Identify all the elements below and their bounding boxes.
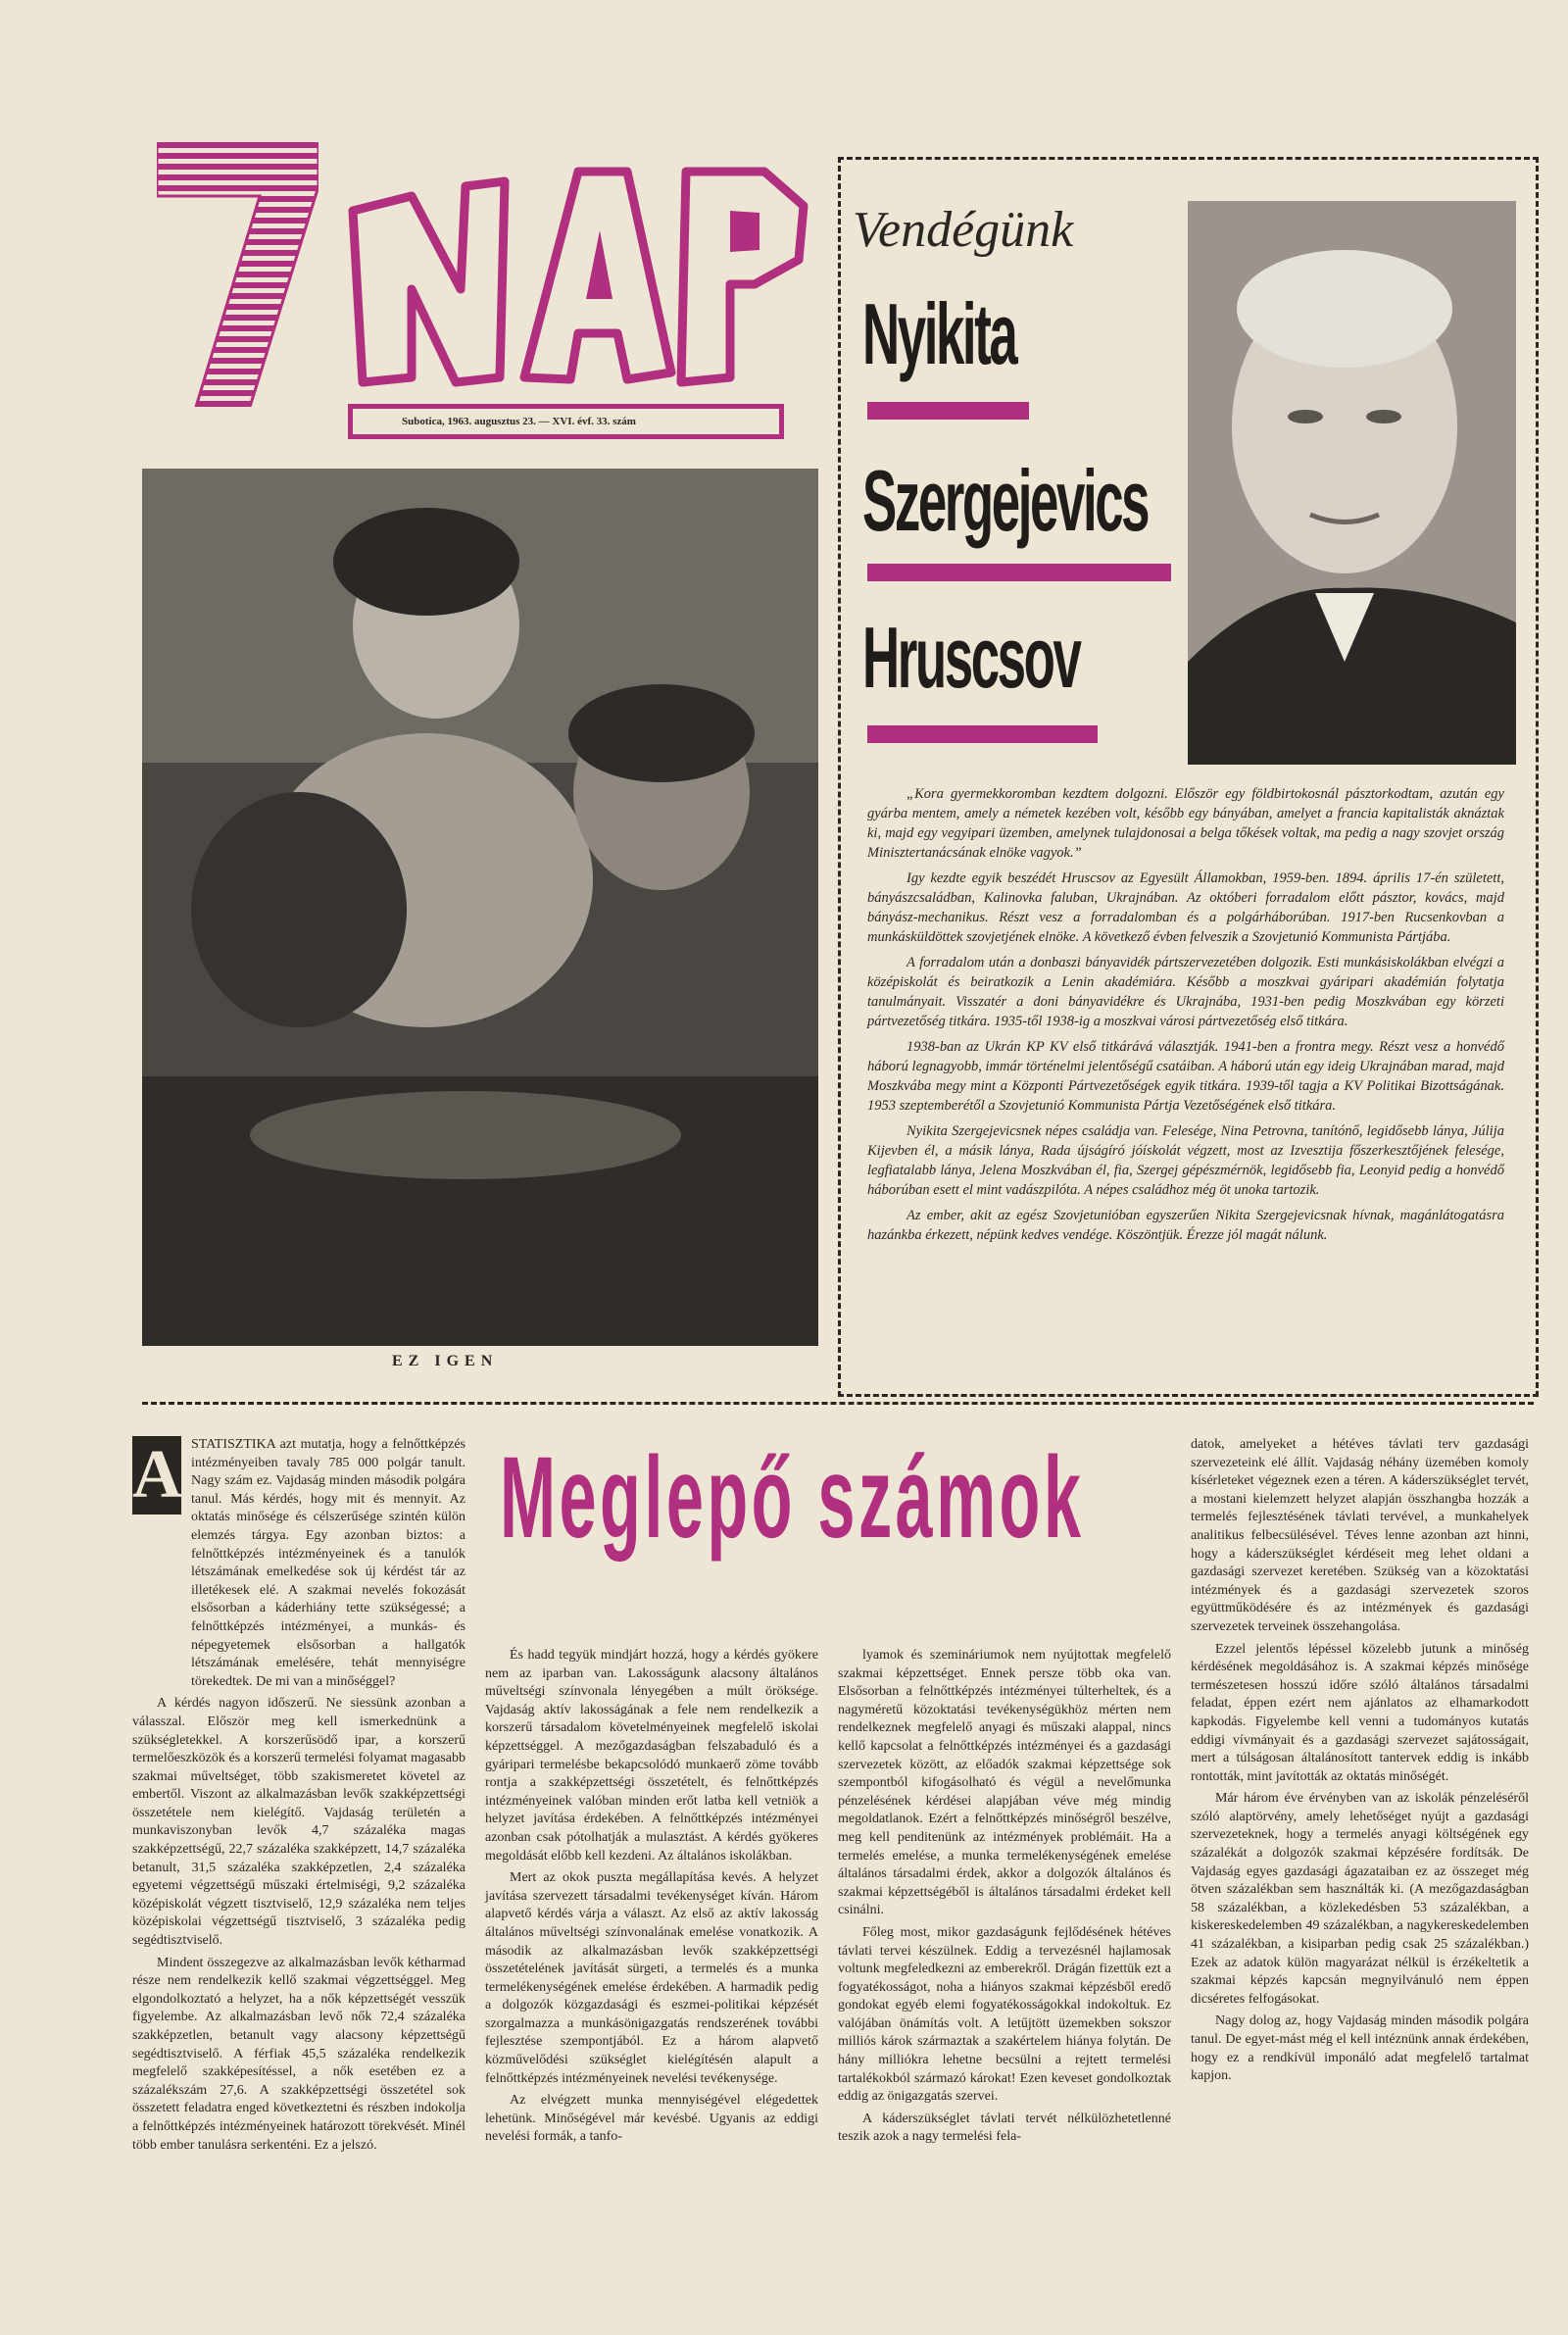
article-headline: Meglepő számok [500, 1433, 1085, 1563]
bio-paragraph: Az ember, akit az egész Szovjetunióban egyszerűen Nikita Szergejevicsnak hívnak, magánlátogatásra hazánkba érkezett, népünk kedves vendége. Köszöntjük. Érezze jól magát nálunk. [867, 1208, 1504, 1243]
guest-name-line-1: Nyikita [862, 285, 1016, 382]
name-underline-bar [867, 402, 1029, 420]
bio-paragraph: Igy kezdte egyik beszédét Hruscsov az Egyesült Államokban, 1959-ben. 1894. április 17-én született, bányászcsaládban, Kalinovka faluban, Ukrajnában. Az októberi forradalom előtt pásztor, kovács, majd bányász-mechanikus. Részt vesz a forradalomban és a polgárháborúban. 1917-ben Rucsenkovban a munkásküldöttek szovjetjének elnöke. A következő évben felveszik a Szovjetunió Kommunista Pártjába. [867, 870, 1504, 945]
article-column-1 [132, 1436, 466, 2159]
article-paragraph: Mert az okok puszta megállapítása kevés. A helyzet javítása szervezett társadalmi tevékenységet kíván. Három alapvető kérdés várja a választ. Az első az aktív lakosság általános műveltségi színvonalának emelése vonatkozik. A második az alkalmazásban levők szakképzettségi összetételének javítását sürgeti, a termelés és a munka termelékenységének emelése érdekében. A harmadik pedig a dolgozók közgazdasági és eszmei-politikai képzését szorgalmazza a munkásönigazgatás rendszerének további fejlesztése szempontjából. Ez a három alapvető közművelődési szükséglet kielégítésén alapult a felnőttképzés intézményeinek nevelési tevékenysége. [485, 1870, 818, 2086]
photo-caption: EZ IGEN [392, 1353, 499, 1369]
dateline: Subotica, 1963. augusztus 23. — XVI. évf. 33. szám [348, 404, 784, 439]
article-paragraph: STATISZTIKA azt mutatja, hogy a felnőttképzés intézményeiben tavaly 785 000 polgár tanult. Nagy szám ez. Vajdaság minden második polgára tanul. Más kérdés, hogy mit és mennyit. Az oktatás minősége és célszerűsége szintén külön elemzés tárgya. Egy azonban biztos: a felnőttképzés intézményeinek és a tanulók létszámának emelkedése sok új kérdést tár az illetékesek elé. A szakmai nevelés fokozását elsősorban a káderhiány tette szükségessé; a felnőttképzés intézményei, a munkás- és népegyetemek elsősorban a hallgatók létszámának emelésére, tehát mennyiségre törekedtek. De mi van a minőséggel? [191, 1437, 466, 1689]
article-column-3 [838, 1647, 1171, 2151]
guest-name-line-2: Szergejevics [862, 452, 1149, 549]
guest-biography [867, 784, 1504, 1251]
masthead-title-logo [343, 152, 813, 397]
article-column-2 [485, 1647, 818, 2151]
bio-paragraph: „Kora gyermekkoromban kezdtem dolgozni. Először egy földbirtokosnál pásztorkodtam, azután egy gyárba mentem, amely a németek kezében volt, később egy bányában, amelyet a francia kapitalisták aknáztak ki, majd egy vegyipari üzemben, amelynek tulajdonosai a belga tőkések voltak, ma pedig a nagy szovjet ország Minisztertanácsának elnöke vagyok.” [867, 786, 1504, 861]
article-paragraph: Az elvégzett munka mennyiségével elégedettek lehetünk. Minőségével már kevésbé. Ugyanis az eddigi nevelési formák, a tanfo- [485, 2093, 818, 2145]
article-paragraph: Már három éve érvényben van az iskolák pénzeléséről szóló alaptörvény, amely lehetőséget nyújt a gazdasági szervezeteknek, hogy a termelés anyagi költségének egy százalékát a dolgozók szakmai képzésére fordítsák. De Vajdaság egyes gazdasági ágazataiban ez az összeget még ötven százalékban sem használták ki. (A mezőgazdaságban 58 százalékban, a közlekedésben 53 százalékban, a kiskereskedelemben 49 százalékban, a nagykereskedelemben 41 százalékban, a kisiparban pedig csak 25 százalékban.) Ezek az adatok külön magyarázat nélkül is érzékeltetik a szakmai képzés kapcsán megnyilvánuló nem éppen dicséretes felfogásokat. [1191, 1791, 1529, 2007]
article-paragraph: lyamok és szemináriumok nem nyújtottak megfelelő szakmai képzettséget. Ennek persze több oka van. Elsősorban a felnőttképzés intézményei túlterheltek, és a nagyméretű közoktatási tevékenységükhöz mérten nem rendelkeznek megfelelő anyagi és műszaki alappal, nincs kellő kapcsolat a felnőttképzés intézményei és a gazdasági szervezetek között, az előadók szakmai képzettsége sok szempontból kifogásolható és végül a nevelőmunka pénzelésének kérdései alapjában véve még mindig megoldatlanok. Ezért a felnőttképzés minőségről beszélve, meg kell penditenünk az intézmények problémáit. Ha a termelés emelése, a munka termelékenységének emelése általános társadalmi érdek, akkor a dolgozók általános és szakmai képzettségéből is általános társadalmi érdeket kell csinálni. [838, 1648, 1171, 1918]
guest-kicker: Vendégünk [853, 202, 1074, 258]
section-divider [142, 1402, 1534, 1405]
bio-paragraph: 1938-ban az Ukrán KP KV első titkárává választják. 1941-ben a frontra megy. Részt vesz a honvédő háború legnagyobb, immár történelmi jelentőségű csatáiban. A háború után egy ideig Ukrajnában marad, majd Moszkvába megy mint a Központi Pártvezetőségek egyik titkára. 1939-től tagja a KV Politikai Bizottságának. 1953 szeptemberétől a Szovjetunió Kommunista Pártja Vezetőségének első titkára. [867, 1039, 1504, 1114]
bio-paragraph: Nyikita Szergejevicsnek népes családja van. Felesége, Nina Petrovna, tanítónő, legidősebb lánya, Júlija Kijevben él, a másik lánya, Rada újságíró jóískolát végzett, most az Izvesztija főszerkesztőjének felesége, legfiatalabb lánya, Jelena Moszkvában él, fia, Szergej gépészmérnök, legidősebb fia, Leonyid pedig a honvédő háborúban esett el mint vadászpilóta. A népes családhoz még öt unoka tartozik. [867, 1123, 1504, 1198]
guest-name-line-3: Hruscsov [862, 609, 1080, 706]
masthead-seven-logo [157, 142, 318, 407]
article-paragraph: Nagy dolog az, hogy Vajdaság minden második polgára tanul. De egyet-mást még el kell intéznünk annak érdekében, hogy ez a rendkívül imponáló adat megfelelő tartalmat kapjon. [1191, 2013, 1529, 2084]
article-paragraph: És hadd tegyük mindjárt hozzá, hogy a kérdés gyökere nem az iparban van. Lakosságunk alacsony általános műveltségi színvonala lényegében a múlt öröksége. Vajdaság aktív lakosságának a fele nem rendelkezik a korszerű társadalom követelményeinek megfelelő iskolai képzettséggel. A mezőgazdaságban felszabaduló és a gyáripari termelésbe bekapcsolódó munkaerő zöme tovább rontja a szakképzettségi összetételt, és felnőttképzés intézményeinek valóban minden erőt latba kell vetniök a helyzet javítása érdekében. A felnőttképzés intézményei azonban csak pótolhatják a mulasztást. A kérdés gyökeres megoldását előbb kell kezdeni. Az általános iskolákban. [485, 1648, 818, 1863]
article-column-4 [1191, 1436, 1529, 2090]
guest-portrait [1188, 201, 1516, 765]
article-paragraph: Mindent összegezve az alkalmazásban levők kétharmad része nem rendelkezik kellő szakmai végzettséggel. Meg elgondolkoztató a helyzet, ha a nők képzettségét vesszük figyelembe. Az alkalmazásban levő nők 72,4 százaléka szakképzetlen, betanult vagy alacsony képzettségű segédtisztviselő. A férfiak 45,5 százaléka rendelkezik megfelelő szakképesítéssel, a nők esetében ez a százalékszám 27,6. A szakképzettségi összetétel sok összetett feladatra enged következtetni és részben indokolja a felnőttképzés intézményeinek határozott törekvését. Minél több ember tanulásra serkenténi. Ez a jelszó. [132, 1955, 466, 2153]
article-paragraph: A kérdés nagyon időszerű. Ne siessünk azonban a válasszal. Először meg kell ismerkednünk a szükségletekkel. A korszerűsödő ipar, a korszerű termelőeszközök és a korszerű termelési folyamat magasabb szakmai műveltséget, több szakismeretet követel az embertől. Viszont az alkalmazásban levők szakképzettségi összetétele nem kielégítő. Vajdaság területén a munkaviszonyban levők 4,7 százaléka magas szakképzettségű, 22,7 százaléka szakképzett, 14,7 százaléka betanult, 31,5 százaléka szakképzetlen, 2,4 százaléka egyetemi végzettségű műszaki értelmiségi, 9,2 százaléka középiskolát végzett tisztviselő, 12,9 százaléka nem teljes középiskolai végzettségű tisztviselő, 3 százaléka pedig segédtisztviselő. [132, 1696, 466, 1949]
article-paragraph: datok, amelyeket a hétéves távlati terv gazdasági szervezeteink elé állít. Vajdaság néhány üzemében komoly kísérleteket végeznek ezen a téren. A káderszükséglet tervét, a mostani kielemzett helyzet alapján összhangba hozzák a termelés fejlesztésének távlati tervével, a munkahelyek analitikus felbecsülésével. Téves lenne azonban azt hinni, hogy a káderszükséglet kérdéseit meg lehet oldani a gazdasági szervezet keretében. Szükség van a közoktatási intézmények és a gazdasági szervezetek szoros együttműködésére és az intézmények és gazdasági szervezetek terveinek összehangolása. [1191, 1437, 1529, 1634]
name-underline-bar [867, 725, 1098, 743]
drop-cap: A [132, 1437, 182, 1513]
article-paragraph: Ezzel jelentős lépéssel közelebb jutunk a minőség kérdésének megoldásához is. A szakmai képzés minősége természetesen hosszú időre szóló általános társadalmi feladat, éppen ezért nem ajánlatos az elhamarkodott kapkodás. Figyelembe kell venni a tudományos kutatás eddigi vívmányait és a gazdasági szervezet sajátosságait, mert a túlságosan általánosított tantervek eddig is inkább rontották, mint javították az oktatás minőségét. [1191, 1641, 1529, 1784]
front-photo [142, 469, 818, 1346]
article-paragraph: Főleg most, mikor gazdaságunk fejlődésének hétéves távlati tervei készülnek. Eddig a tervezésnél hajlamosak voltunk megfeledkezni az emberekről. Drágán fizettük ezt a fogyatékosságot, noha a hiányos szakmai képzésből eredő gondokat egyéb elemi fogyatékosságokkal indokoltuk. Ez valójában önámítás volt. A letűjtött üzemekben sokszor milliós károk származtak a szakértelem hiánya folytán. De hány milliókra lehetne becsülni a rejtett termelési tartalékokból származó károkat! Ezen keveset gondolkoztak eddig az önigazgatás szervei. [838, 1924, 1171, 2105]
article-paragraph: A káderszükséglet távlati tervét nélkülözhetetlenné teszik azok a nagy termelési fela- [838, 2111, 1171, 2145]
name-underline-bar [867, 564, 1171, 581]
bio-paragraph: A forradalom után a donbaszi bányavidék pártszervezetében dolgozik. Esti munkásiskolákban elvégzi a középiskolát és beiratkozik a Lenin akadémiára. Később a moszkvai gyáripari akadémián folytatja tanulmányait. Visszatér a doni bányavidékre és Ukrajnába, 1931-ben pedig Moszkvában egy körzeti pártvezetőség titkára. 1935-től 1938-ig a moszkvai városi pártvezetőség első titkára. [867, 955, 1504, 1029]
